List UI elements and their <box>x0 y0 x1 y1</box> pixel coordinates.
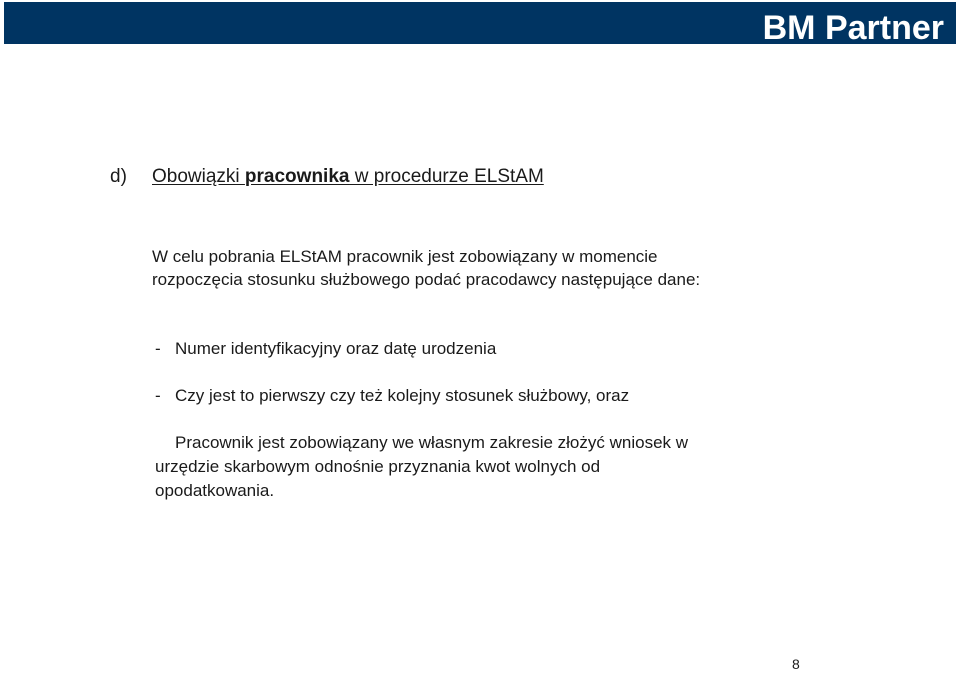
intro-paragraph <box>152 245 852 291</box>
header-bar <box>4 2 956 47</box>
section-letter: d) <box>110 166 127 187</box>
list-item-text: Numer identyfikacyjny oraz datę urodzenia <box>175 339 497 358</box>
section-heading <box>110 165 544 189</box>
intro-line-2: rozpoczęcia stosunku służbowego podać pracodawcy następujące dane: <box>152 270 701 289</box>
intro-line-1: W celu pobrania ELStAM pracownik jest zobowiązany w momencie <box>152 247 658 266</box>
section-title-bold: pracownika <box>244 166 350 187</box>
closing-line-1: Pracownik jest zobowiązany we własnym zakresie złożyć wniosek w <box>175 433 689 452</box>
section-title-part2: w procedurze ELStAM <box>349 166 544 187</box>
section-title-part1: Obowiązki <box>152 166 245 187</box>
closing-paragraph <box>155 431 855 503</box>
list-item-text: Czy jest to pierwszy czy też kolejny stosunek służbowy, oraz <box>175 386 630 405</box>
section-title <box>152 166 544 187</box>
closing-line-3: opodatkowania. <box>155 481 275 500</box>
bullet-dash: - <box>155 339 161 358</box>
page-number: 8 <box>792 656 800 672</box>
bullet-dash: - <box>155 386 161 405</box>
brand-logo-text: BM Partner <box>762 9 944 47</box>
list-item <box>155 384 629 407</box>
list-item <box>155 337 496 360</box>
closing-line-2: urzędzie skarbowym odnośnie przyznania kwot wolnych od <box>155 457 601 476</box>
